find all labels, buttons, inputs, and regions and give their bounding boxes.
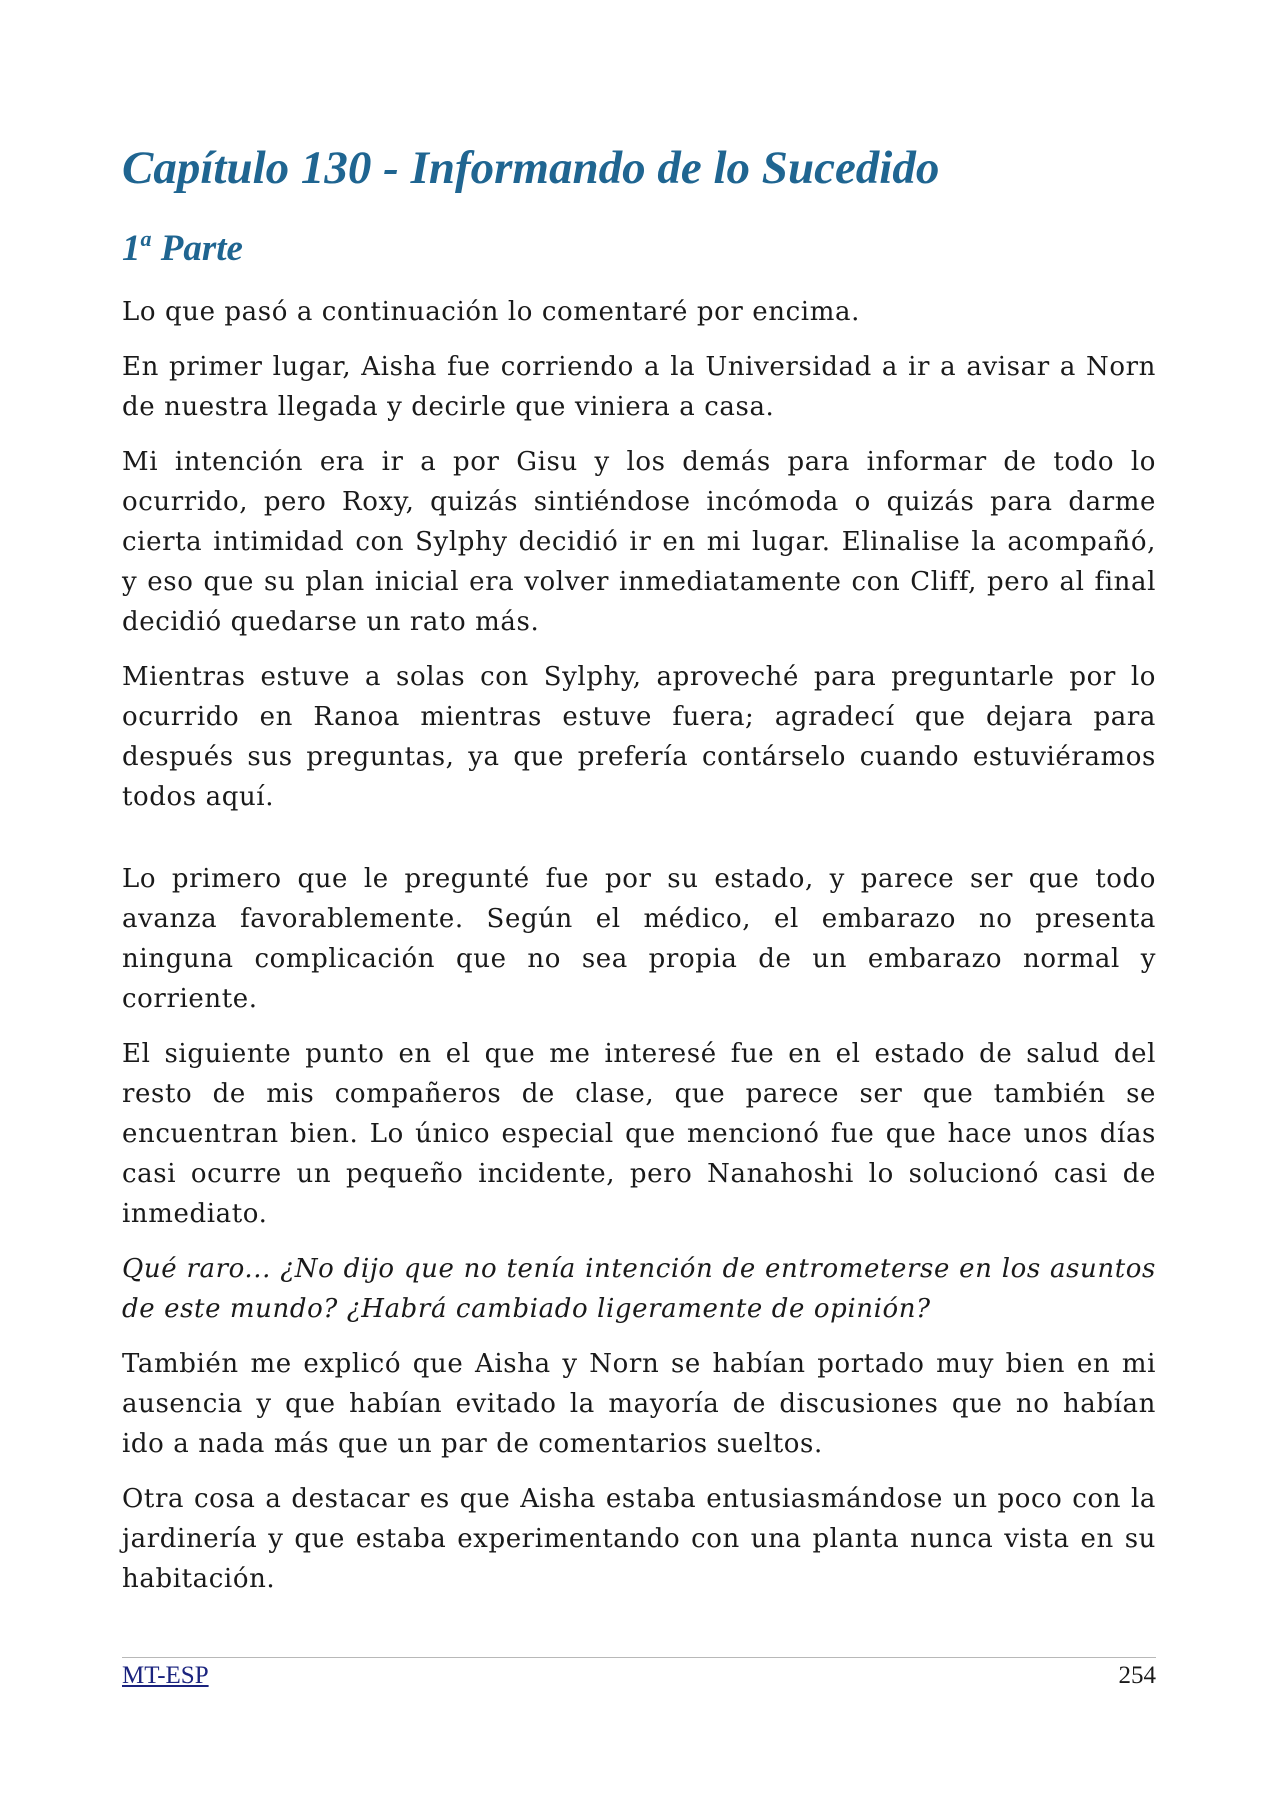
- paragraph: También me explicó que Aisha y Norn se habían portado muy bien en mi ausencia y que habían evitado la mayoría de discusiones que no habían ido a nada más que un par de comentarios sueltos.: [122, 1348, 1156, 1459]
- inner-thought-paragraph: Qué raro... ¿No dijo que no tenía intención de entrometerse en los asuntos de este mundo? ¿Habrá cambiado ligeramente de opinión?: [122, 1253, 1156, 1324]
- paragraph: En primer lugar, Aisha fue corriendo a la Universidad a ir a avisar a Norn de nuestra llegada y decirle que viniera a casa.: [122, 351, 1156, 422]
- paragraph: Mi intención era ir a por Gisu y los demás para informar de todo lo ocurrido, pero Roxy, quizás sintiéndose incómoda o quizás para darme cierta intimidad con Sylphy decidió ir en mi lugar. Elinalise la acompañó, y eso que su plan inicial era volver inmediatamente con Cliff, pero al final decidió quedarse un rato más.: [122, 446, 1156, 637]
- paragraph-spacer: [122, 832, 1156, 859]
- section-ordinal: a: [140, 226, 152, 252]
- page-footer: [122, 1657, 1156, 1692]
- section-title: [122, 226, 1156, 271]
- chapter-title: Capítulo 130 - Informando de lo Sucedido: [122, 142, 940, 194]
- section-word: Parte: [160, 228, 243, 270]
- paragraph: Mientras estuve a solas con Sylphy, aproveché para preguntarle por lo ocurrido en Ranoa mientras estuve fuera; agradecí que dejara para después sus preguntas, ya que prefería contárselo cuando estuviéramos todos aquí.: [122, 661, 1156, 812]
- paragraph: Otra cosa a destacar es que Aisha estaba entusiasmándose un poco con la jardinería y que estaba experimentando con una planta nunca vista en su habitación.: [122, 1483, 1156, 1594]
- footer-source-link[interactable]: MT-ESP: [122, 1662, 209, 1689]
- paragraph: Lo primero que le pregunté fue por su estado, y parece ser que todo avanza favorablemente. Según el médico, el embarazo no presenta ninguna complicación que no sea propia de un embarazo normal y corriente.: [122, 863, 1156, 1014]
- paragraph: El siguiente punto en el que me interesé fue en el estado de salud del resto de mis compañeros de clase, que parece ser que también se encuentran bien. Lo único especial que mencionó fue que hace unos días casi ocurre un pequeño incidente, pero Nanahoshi lo solucionó casi de inmediato.: [122, 1038, 1156, 1229]
- section-number: 1: [122, 228, 141, 270]
- page-number: 254: [1118, 1662, 1156, 1689]
- paragraph: Lo que pasó a continuación lo comentaré por encima.: [122, 296, 860, 327]
- document-page: [122, 140, 1156, 1614]
